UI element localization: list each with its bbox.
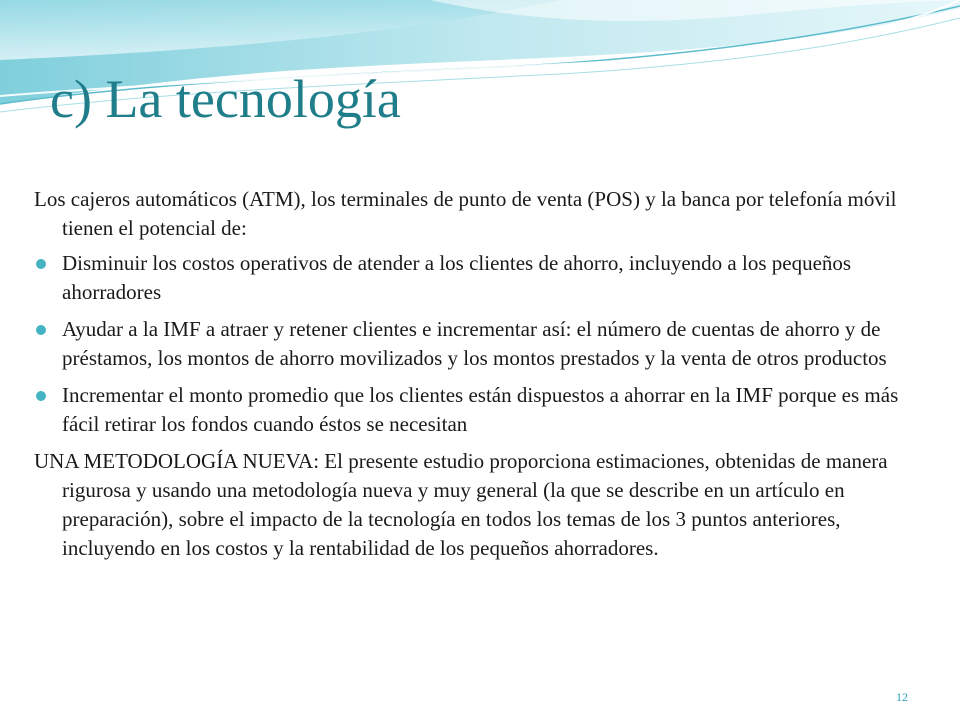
page-number: 12 <box>896 690 908 704</box>
slide-content <box>34 185 929 569</box>
bullet-icon <box>36 259 46 269</box>
closing-paragraph: UNA METODOLOGÍA NUEVA: El presente estudio proporciona estimaciones, obtenidas de manera rigurosa y usando una metodología nueva y muy general (la que se describe en un artículo en preparación), sobre el impacto de la tecnología en todos los temas de los 3 puntos anteriores, incluyendo en los costos y la rentabilidad de los pequeños ahorradores. <box>34 449 888 560</box>
bullet-icon <box>36 391 46 401</box>
bullet-icon <box>36 325 46 335</box>
bullet-text: Disminuir los costos operativos de atender a los clientes de ahorro, incluyendo a los pequeños ahorradores <box>62 251 852 304</box>
bullet-item <box>34 315 929 373</box>
bullet-item <box>34 381 929 439</box>
bullet-item <box>34 249 929 307</box>
bullet-text: Incrementar el monto promedio que los clientes están dispuestos a ahorrar en la IMF porque es más fácil retirar los fondos cuando éstos se necesitan <box>62 383 899 436</box>
slide-title: c) La tecnología <box>50 69 401 129</box>
intro-paragraph: Los cajeros automáticos (ATM), los terminales de punto de venta (POS) y la banca por telefonía móvil tienen el potencial de: <box>34 187 897 240</box>
bullet-text: Ayudar a la IMF a atraer y retener clientes e incrementar así: el número de cuentas de ahorro y de préstamos, los montos de ahorro movilizados y los montos prestados y la venta de otros productos <box>62 317 887 370</box>
